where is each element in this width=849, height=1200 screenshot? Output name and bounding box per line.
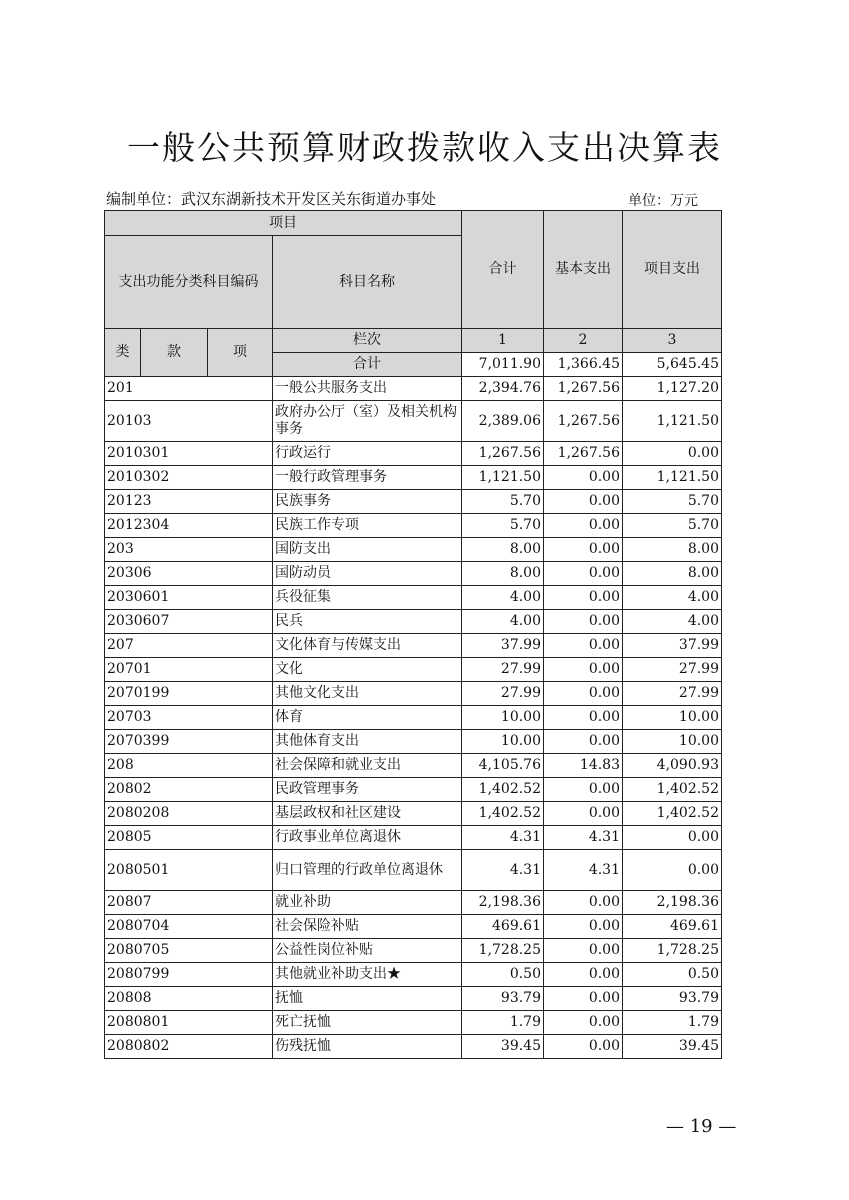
total-amount: 8.00 [462, 562, 544, 586]
kuan-header: 款 [141, 329, 208, 377]
table-row [105, 466, 722, 490]
subject-code: 20805 [105, 826, 273, 850]
document-title: 一般公共预算财政拨款收入支出决算表 [127, 128, 722, 167]
subject-name: 就业补助 [273, 891, 462, 915]
table-row [105, 514, 722, 538]
subject-name: 其他体育支出 [273, 730, 462, 754]
table-row [105, 987, 722, 1011]
project-amount: 1,728.25 [623, 939, 722, 963]
subject-code: 201 [105, 377, 273, 401]
total-amount: 5.70 [462, 514, 544, 538]
project-amount: 37.99 [623, 634, 722, 658]
subject-code: 2080802 [105, 1035, 273, 1059]
subject-name: 其他文化支出 [273, 682, 462, 706]
subject-name: 其他就业补助支出★ [273, 963, 462, 987]
subject-code: 2030607 [105, 610, 273, 634]
project-amount: 27.99 [623, 658, 722, 682]
item-header: 项目 [105, 211, 462, 236]
subject-name: 归口管理的行政单位离退休 [273, 850, 462, 891]
col-2-label: 2 [544, 329, 623, 353]
subject-name: 公益性岗位补贴 [273, 939, 462, 963]
subject-code: 2010302 [105, 466, 273, 490]
total-amount: 1,728.25 [462, 939, 544, 963]
project-amount: 0.00 [623, 826, 722, 850]
subject-name: 基层政权和社区建设 [273, 802, 462, 826]
subject-name: 体育 [273, 706, 462, 730]
subject-name: 社会保险补贴 [273, 915, 462, 939]
table-row [105, 1011, 722, 1035]
table-row [105, 730, 722, 754]
subject-code: 2080501 [105, 850, 273, 891]
col-row-label: 栏次 [273, 329, 462, 353]
table-row [105, 401, 722, 442]
project-amount: 4,090.93 [623, 754, 722, 778]
basic-amount: 14.83 [544, 754, 623, 778]
org-label: 编制单位：武汉东湖新技术开发区关东街道办事处 [106, 190, 437, 208]
col-3-label: 3 [623, 329, 722, 353]
unit-label: 单位：万元 [628, 193, 698, 209]
name-header: 科目名称 [273, 236, 462, 329]
table-row [105, 610, 722, 634]
subject-code: 207 [105, 634, 273, 658]
subject-code: 2012304 [105, 514, 273, 538]
total-amount: 37.99 [462, 634, 544, 658]
total-amount: 39.45 [462, 1035, 544, 1059]
subject-name: 民兵 [273, 610, 462, 634]
subject-code: 20703 [105, 706, 273, 730]
total-amount: 4.31 [462, 850, 544, 891]
project-amount: 469.61 [623, 915, 722, 939]
basic-amount: 4.31 [544, 826, 623, 850]
lei-header: 类 [105, 329, 141, 377]
subject-code: 20123 [105, 490, 273, 514]
table-row [105, 891, 722, 915]
subject-name: 伤残抚恤 [273, 1035, 462, 1059]
budget-table [104, 210, 722, 1059]
basic-amount: 0.00 [544, 658, 623, 682]
basic-amount: 0.00 [544, 682, 623, 706]
project-amount: 1,121.50 [623, 466, 722, 490]
subject-name: 文化 [273, 658, 462, 682]
basic-amount: 0.00 [544, 1011, 623, 1035]
project-amount: 2,198.36 [623, 891, 722, 915]
table-row [105, 1035, 722, 1059]
total-amount: 10.00 [462, 706, 544, 730]
total-amount: 4.31 [462, 826, 544, 850]
table-row [105, 826, 722, 850]
project-amount: 1,121.50 [623, 401, 722, 442]
project-header: 项目支出 [623, 211, 722, 329]
subject-name: 政府办公厅（室）及相关机构事务 [273, 401, 462, 442]
basic-amount: 0.00 [544, 778, 623, 802]
table-row [105, 778, 722, 802]
table-row [105, 586, 722, 610]
table-row [105, 915, 722, 939]
basic-amount: 0.00 [544, 915, 623, 939]
subject-name: 国防动员 [273, 562, 462, 586]
table-row [105, 963, 722, 987]
subject-name: 民族工作专项 [273, 514, 462, 538]
table-row [105, 706, 722, 730]
subject-code: 20807 [105, 891, 273, 915]
subject-code: 20306 [105, 562, 273, 586]
basic-amount: 0.00 [544, 706, 623, 730]
unit-row [106, 188, 720, 212]
subject-name: 一般公共服务支出 [273, 377, 462, 401]
basic-amount: 0.00 [544, 490, 623, 514]
project-amount: 5.70 [623, 514, 722, 538]
sum-label: 合计 [273, 353, 462, 377]
basic-amount: 0.00 [544, 963, 623, 987]
project-amount: 1,127.20 [623, 377, 722, 401]
subject-name: 行政事业单位离退休 [273, 826, 462, 850]
xiang-header: 项 [208, 329, 273, 377]
header-row-1 [105, 211, 722, 236]
subject-code: 203 [105, 538, 273, 562]
subject-code: 20701 [105, 658, 273, 682]
project-amount: 10.00 [623, 730, 722, 754]
subject-code: 2070399 [105, 730, 273, 754]
project-amount: 27.99 [623, 682, 722, 706]
basic-amount: 0.00 [544, 1035, 623, 1059]
total-amount: 2,394.76 [462, 377, 544, 401]
project-amount: 1,402.52 [623, 802, 722, 826]
table-row [105, 634, 722, 658]
subject-code: 2080799 [105, 963, 273, 987]
project-amount: 5.70 [623, 490, 722, 514]
total-amount: 469.61 [462, 915, 544, 939]
project-amount: 1.79 [623, 1011, 722, 1035]
subject-code: 2080801 [105, 1011, 273, 1035]
table-row [105, 377, 722, 401]
subject-code: 2080208 [105, 802, 273, 826]
table-row [105, 802, 722, 826]
total-amount: 1.79 [462, 1011, 544, 1035]
subject-code: 2010301 [105, 442, 273, 466]
table-row [105, 658, 722, 682]
table-row [105, 538, 722, 562]
basic-amount: 0.00 [544, 891, 623, 915]
subject-code: 208 [105, 754, 273, 778]
basic-amount: 0.00 [544, 466, 623, 490]
total-amount: 5.70 [462, 490, 544, 514]
basic-amount: 0.00 [544, 730, 623, 754]
basic-amount: 0.00 [544, 610, 623, 634]
basic-amount: 0.00 [544, 987, 623, 1011]
table-row [105, 850, 722, 891]
basic-amount: 4.31 [544, 850, 623, 891]
subject-code: 2080705 [105, 939, 273, 963]
project-amount: 4.00 [623, 586, 722, 610]
total-amount: 8.00 [462, 538, 544, 562]
total-amount: 4,105.76 [462, 754, 544, 778]
page-number: — 19 — [666, 1116, 737, 1137]
total-amount: 10.00 [462, 730, 544, 754]
project-amount: 8.00 [623, 538, 722, 562]
subject-name: 兵役征集 [273, 586, 462, 610]
basic-amount: 1,267.56 [544, 377, 623, 401]
table-row [105, 442, 722, 466]
table-row [105, 562, 722, 586]
total-amount: 93.79 [462, 987, 544, 1011]
subject-name: 一般行政管理事务 [273, 466, 462, 490]
subject-name: 文化体育与传媒支出 [273, 634, 462, 658]
subject-code: 2080704 [105, 915, 273, 939]
total-amount: 2,198.36 [462, 891, 544, 915]
sum-project: 5,645.45 [623, 353, 722, 377]
subject-code: 2030601 [105, 586, 273, 610]
total-amount: 4.00 [462, 586, 544, 610]
basic-amount: 0.00 [544, 538, 623, 562]
total-amount: 2,389.06 [462, 401, 544, 442]
basic-amount: 1,267.56 [544, 401, 623, 442]
total-amount: 1,121.50 [462, 466, 544, 490]
project-amount: 0.00 [623, 850, 722, 891]
basic-amount: 0.00 [544, 562, 623, 586]
table-row [105, 939, 722, 963]
table-row [105, 490, 722, 514]
basic-amount: 0.00 [544, 802, 623, 826]
code-header: 支出功能分类科目编码 [105, 236, 273, 329]
project-amount: 10.00 [623, 706, 722, 730]
subject-name: 行政运行 [273, 442, 462, 466]
sum-basic: 1,366.45 [544, 353, 623, 377]
basic-amount: 0.00 [544, 514, 623, 538]
project-amount: 8.00 [623, 562, 722, 586]
table-row [105, 682, 722, 706]
subject-name: 社会保障和就业支出 [273, 754, 462, 778]
subject-name: 民政管理事务 [273, 778, 462, 802]
basic-header: 基本支出 [544, 211, 623, 329]
total-amount: 27.99 [462, 682, 544, 706]
total-amount: 0.50 [462, 963, 544, 987]
project-amount: 0.50 [623, 963, 722, 987]
subject-name: 抚恤 [273, 987, 462, 1011]
project-amount: 4.00 [623, 610, 722, 634]
subject-code: 20808 [105, 987, 273, 1011]
subject-code: 20103 [105, 401, 273, 442]
sum-total: 7,011.90 [462, 353, 544, 377]
subject-code: 2070199 [105, 682, 273, 706]
basic-amount: 1,267.56 [544, 442, 623, 466]
total-amount: 1,402.52 [462, 802, 544, 826]
project-amount: 39.45 [623, 1035, 722, 1059]
subject-name: 民族事务 [273, 490, 462, 514]
subject-name: 死亡抚恤 [273, 1011, 462, 1035]
total-header: 合计 [462, 211, 544, 329]
col-1-label: 1 [462, 329, 544, 353]
total-amount: 4.00 [462, 610, 544, 634]
project-amount: 93.79 [623, 987, 722, 1011]
column-index-row [105, 329, 722, 353]
total-amount: 27.99 [462, 658, 544, 682]
basic-amount: 0.00 [544, 634, 623, 658]
total-amount: 1,402.52 [462, 778, 544, 802]
project-amount: 1,402.52 [623, 778, 722, 802]
basic-amount: 0.00 [544, 939, 623, 963]
project-amount: 0.00 [623, 442, 722, 466]
subject-name: 国防支出 [273, 538, 462, 562]
total-amount: 1,267.56 [462, 442, 544, 466]
table-row [105, 754, 722, 778]
subject-code: 20802 [105, 778, 273, 802]
basic-amount: 0.00 [544, 586, 623, 610]
